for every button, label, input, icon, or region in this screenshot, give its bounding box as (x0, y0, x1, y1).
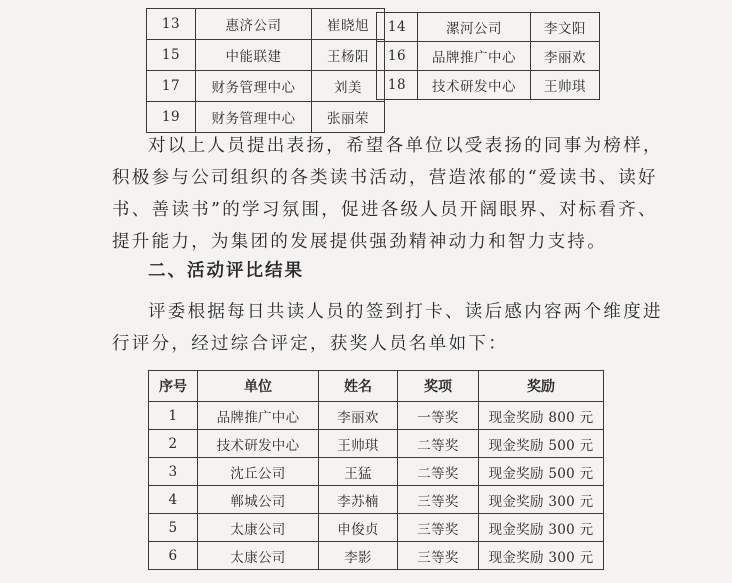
cell-unit: 品牌推广中心 (198, 402, 319, 430)
table-row (149, 430, 604, 458)
cell-name: 李文阳 (531, 13, 600, 42)
cell-unit: 财务管理中心 (196, 102, 312, 133)
cell-name: 申俊贞 (319, 514, 398, 542)
table-row (147, 71, 385, 102)
cell-award: 二等奖 (398, 458, 479, 486)
cell-unit: 技术研发中心 (198, 430, 319, 458)
table-row (149, 514, 604, 542)
cell-prize: 现金奖励 500 元 (479, 430, 604, 458)
header-prize: 奖励 (479, 371, 604, 402)
table-row (377, 71, 600, 100)
cell-name: 李丽欢 (319, 402, 398, 430)
table-row (147, 40, 385, 71)
cell-name: 李影 (319, 542, 398, 570)
cell-award: 一等奖 (398, 402, 479, 430)
cell-award: 三等奖 (398, 514, 479, 542)
paragraph-line: 评委根据每日共读人员的签到打卡、读后感内容两个维度进 (148, 302, 663, 322)
header-no: 序号 (149, 371, 198, 402)
cell-unit: 中能联建 (196, 40, 312, 71)
cell-award: 三等奖 (398, 486, 479, 514)
cell-prize: 现金奖励 300 元 (479, 514, 604, 542)
paragraph-line: 积极参与公司组织的各类读书活动，营造浓郁的“爱读书、读好 (112, 168, 658, 188)
cell-no: 6 (149, 542, 198, 570)
cell-no: 4 (149, 486, 198, 514)
cell-unit: 财务管理中心 (196, 71, 312, 102)
honor-table-left (146, 8, 385, 133)
cell-name: 刘美 (312, 71, 385, 102)
cell-no: 17 (147, 71, 196, 102)
table-row (377, 13, 600, 42)
cell-unit: 太康公司 (198, 542, 319, 570)
honor-table-right (376, 12, 600, 100)
table-row (149, 542, 604, 570)
cell-no: 2 (149, 430, 198, 458)
award-table (148, 370, 604, 570)
header-name: 姓名 (319, 371, 398, 402)
cell-name: 张丽荣 (312, 102, 385, 133)
cell-unit: 沈丘公司 (198, 458, 319, 486)
cell-award: 三等奖 (398, 542, 479, 570)
cell-unit: 惠济公司 (196, 9, 312, 40)
cell-no: 13 (147, 9, 196, 40)
cell-no: 3 (149, 458, 198, 486)
commendation-paragraph (112, 130, 663, 258)
cell-no: 5 (149, 514, 198, 542)
cell-name: 王帅琪 (319, 430, 398, 458)
cell-no: 19 (147, 102, 196, 133)
table-row (149, 486, 604, 514)
cell-name: 李丽欢 (531, 42, 600, 71)
header-unit: 单位 (198, 371, 319, 402)
cell-unit: 郸城公司 (198, 486, 319, 514)
cell-unit: 太康公司 (198, 514, 319, 542)
table-header-row (149, 371, 604, 402)
cell-name: 崔晓旭 (312, 9, 385, 40)
cell-no: 15 (147, 40, 196, 71)
cell-no: 14 (377, 13, 418, 42)
cell-prize: 现金奖励 800 元 (479, 402, 604, 430)
paragraph-line: 提升能力，为集团的发展提供强劲精神动力和智力支持。 (112, 232, 607, 252)
cell-name: 王杨阳 (312, 40, 385, 71)
section-heading: 二、活动评比结果 (148, 261, 304, 281)
paragraph-line: 书、善读书”的学习氛围，促进各级人员开阔眼界、对标看齐、 (112, 200, 658, 220)
table-row (149, 458, 604, 486)
cell-award: 二等奖 (398, 430, 479, 458)
cell-prize: 现金奖励 300 元 (479, 542, 604, 570)
evaluation-paragraph (112, 296, 663, 360)
cell-name: 王帅琪 (531, 71, 600, 100)
table-row (147, 9, 385, 40)
header-award: 奖项 (398, 371, 479, 402)
cell-name: 王猛 (319, 458, 398, 486)
cell-no: 18 (377, 71, 418, 100)
cell-no: 16 (377, 42, 418, 71)
cell-unit: 漯河公司 (418, 13, 531, 42)
cell-unit: 品牌推广中心 (418, 42, 531, 71)
cell-prize: 现金奖励 500 元 (479, 458, 604, 486)
cell-prize: 现金奖励 300 元 (479, 486, 604, 514)
table-row (147, 102, 385, 133)
cell-unit: 技术研发中心 (418, 71, 531, 100)
paragraph-line: 行评分，经过综合评定，获奖人员名单如下： (112, 334, 508, 354)
table-row (377, 42, 600, 71)
cell-no: 1 (149, 402, 198, 430)
cell-name: 李苏楠 (319, 486, 398, 514)
table-row (149, 402, 604, 430)
paragraph-line: 对以上人员提出表扬，希望各单位以受表扬的同事为榜样， (148, 136, 663, 156)
